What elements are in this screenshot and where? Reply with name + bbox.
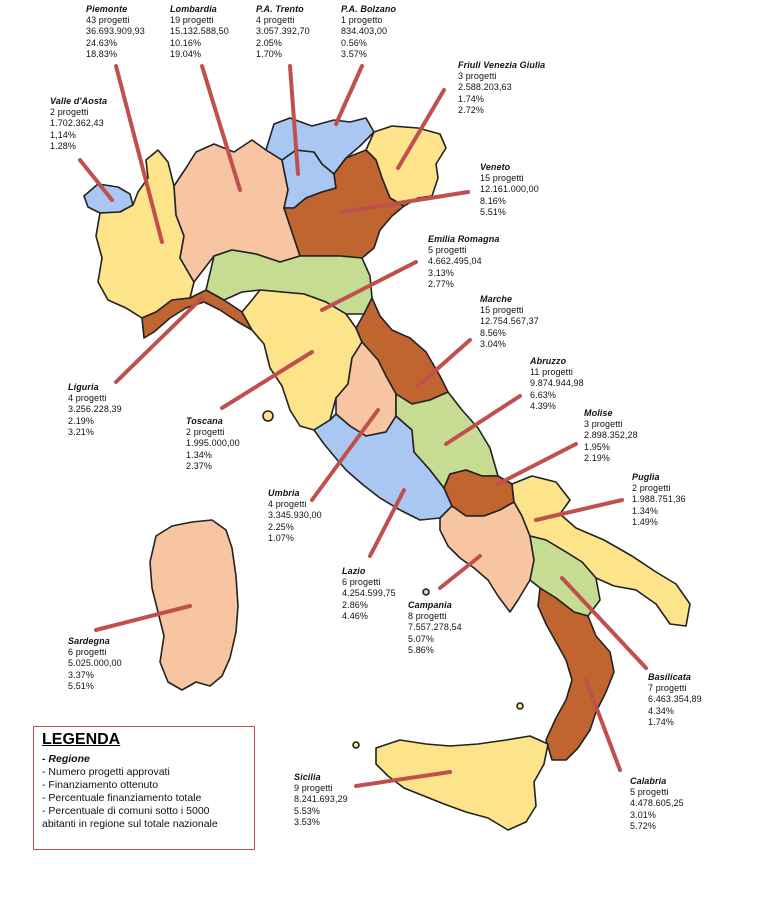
region-name: Lazio xyxy=(342,566,366,576)
region-name: Friuli Venezia Giulia xyxy=(458,60,546,70)
region-pct-towns: 3.57% xyxy=(341,48,368,59)
island-lipari xyxy=(517,703,523,709)
label-umbria xyxy=(268,488,322,544)
label-emilia xyxy=(428,234,499,290)
region-projects: 5 progetti xyxy=(428,245,467,256)
region-pct-funding: 1.34% xyxy=(632,505,659,516)
region-funding: 9.874.944,98 xyxy=(530,378,584,389)
region-funding: 12.161.000,00 xyxy=(480,184,539,195)
region-name: Toscana xyxy=(186,416,223,426)
legend-box xyxy=(33,726,255,850)
region-pct-towns: 1.28% xyxy=(50,140,77,151)
region-funding: 12.754.567,37 xyxy=(480,316,539,327)
label-valle-daosta xyxy=(50,96,107,152)
region-pct-towns: 1.74% xyxy=(648,716,675,727)
region-projects: 4 progetti xyxy=(268,499,307,510)
legend-item-pct-towns-cont: abitanti in regione sul totale nazionale xyxy=(42,818,218,830)
region-pct-towns: 2.77% xyxy=(428,278,455,289)
region-projects: 2 progetti xyxy=(50,107,89,118)
region-projects: 4 progetti xyxy=(256,15,295,26)
label-liguria xyxy=(68,382,122,438)
region-campania xyxy=(440,502,534,612)
region-pct-towns: 1.49% xyxy=(632,516,659,527)
region-pct-funding: 0.56% xyxy=(341,37,368,48)
region-pct-towns: 5.51% xyxy=(68,680,95,691)
region-projects: 8 progetti xyxy=(408,611,447,622)
legend-item-pct-funding: - Percentuale finanziamento totale xyxy=(42,792,202,804)
region-pct-funding: 3.01% xyxy=(630,809,657,820)
region-funding: 4.254.599,75 xyxy=(342,588,396,599)
region-pct-towns: 3.04% xyxy=(480,338,507,349)
region-projects: 19 progetti xyxy=(170,15,214,26)
region-name: Molise xyxy=(584,408,613,418)
region-pct-funding: 8.16% xyxy=(480,195,507,206)
region-funding: 3.057.392,70 xyxy=(256,26,310,37)
label-molise xyxy=(584,408,638,464)
region-funding: 2.588.203,63 xyxy=(458,82,512,93)
legend-item-projects: - Numero progetti approvati xyxy=(42,766,170,778)
region-pct-towns: 5.86% xyxy=(408,644,435,655)
region-projects: 15 progetti xyxy=(480,305,524,316)
region-name: Sardegna xyxy=(68,636,110,646)
label-calabria xyxy=(630,776,684,832)
region-projects: 5 progetti xyxy=(630,787,669,798)
region-funding: 8.241.693,29 xyxy=(294,794,348,805)
region-pct-funding: 5.07% xyxy=(408,633,435,644)
region-name: Sicilia xyxy=(294,772,321,782)
region-funding: 36.693.909,93 xyxy=(86,26,145,37)
label-marche xyxy=(480,294,539,350)
region-projects: 15 progetti xyxy=(480,173,524,184)
region-name: Valle d'Aosta xyxy=(50,96,108,106)
region-pct-funding: 2.86% xyxy=(342,599,369,610)
region-pct-towns: 2.19% xyxy=(584,452,611,463)
region-pct-funding: 4.34% xyxy=(648,705,675,716)
region-pct-towns: 5.72% xyxy=(630,820,657,831)
label-veneto xyxy=(480,162,539,218)
region-pct-towns: 5.51% xyxy=(480,206,507,217)
region-pct-funding: 10.16% xyxy=(170,37,202,48)
region-projects: 4 progetti xyxy=(68,393,107,404)
region-name: P.A. Bolzano xyxy=(341,4,397,14)
region-pct-towns: 3.53% xyxy=(294,816,321,827)
leader-pa-bolzano xyxy=(336,66,362,124)
region-pct-towns: 2.72% xyxy=(458,104,485,115)
label-puglia xyxy=(632,472,686,528)
region-projects: 43 progetti xyxy=(86,15,130,26)
region-funding: 1.702.362,43 xyxy=(50,118,104,129)
region-name: Basilicata xyxy=(648,672,692,682)
region-pct-funding: 2.25% xyxy=(268,521,295,532)
region-pct-funding: 1,14% xyxy=(50,129,77,140)
region-name: Umbria xyxy=(268,488,300,498)
region-name: Piemonte xyxy=(86,4,128,14)
region-pct-funding: 2.19% xyxy=(68,415,95,426)
label-basilicata xyxy=(648,672,702,728)
region-name: P.A. Trento xyxy=(256,4,304,14)
region-pct-funding: 8.56% xyxy=(480,327,507,338)
region-funding: 1.988.751,36 xyxy=(632,494,686,505)
region-pct-towns: 4.46% xyxy=(342,610,369,621)
region-pct-funding: 5.53% xyxy=(294,805,321,816)
region-projects: 6 progetti xyxy=(68,647,107,658)
legend-item-region: - Regione xyxy=(42,753,90,765)
island-ischia xyxy=(423,589,429,595)
region-funding: 3.256.228,39 xyxy=(68,404,122,415)
label-pa-trento xyxy=(256,4,310,60)
region-pct-towns: 1.70% xyxy=(256,48,283,59)
label-sardegna xyxy=(68,636,122,692)
label-toscana xyxy=(186,416,240,472)
region-name: Lombardia xyxy=(170,4,217,14)
region-name: Veneto xyxy=(480,162,511,172)
region-pct-funding: 1.95% xyxy=(584,441,611,452)
region-funding: 5.025.000,00 xyxy=(68,658,122,669)
region-name: Liguria xyxy=(68,382,99,392)
region-name: Campania xyxy=(408,600,452,610)
region-pct-funding: 2.05% xyxy=(256,37,283,48)
region-funding: 4.478.605,25 xyxy=(630,798,684,809)
region-pct-towns: 2.37% xyxy=(186,460,213,471)
region-pct-towns: 3.21% xyxy=(68,426,95,437)
label-abruzzo xyxy=(530,356,584,412)
label-campania xyxy=(408,600,462,656)
region-pct-towns: 18.83% xyxy=(86,48,118,59)
region-projects: 3 progetti xyxy=(584,419,623,430)
region-projects: 2 progetti xyxy=(186,427,225,438)
region-funding: 15.132.588,50 xyxy=(170,26,229,37)
region-name: Puglia xyxy=(632,472,660,482)
label-pa-bolzano xyxy=(341,4,396,60)
region-funding: 834.403,00 xyxy=(341,26,388,37)
region-projects: 7 progetti xyxy=(648,683,687,694)
region-pct-towns: 4.39% xyxy=(530,400,557,411)
label-friuli xyxy=(458,60,545,116)
region-name: Marche xyxy=(480,294,513,304)
label-sicilia xyxy=(294,772,348,828)
region-projects: 2 progetti xyxy=(632,483,671,494)
region-funding: 1.995.000,00 xyxy=(186,438,240,449)
region-pct-towns: 19.04% xyxy=(170,48,202,59)
legend-item-pct-towns: - Percentuale di comuni sotto i 5000 xyxy=(42,805,210,817)
region-pct-funding: 1.74% xyxy=(458,93,485,104)
region-pct-funding: 6.63% xyxy=(530,389,557,400)
region-sicilia xyxy=(376,736,548,830)
label-lombardia xyxy=(170,4,229,60)
region-funding: 2.898.352,28 xyxy=(584,430,638,441)
legend-title: LEGENDA xyxy=(42,731,121,748)
label-piemonte xyxy=(86,4,145,60)
region-pct-towns: 1.07% xyxy=(268,532,295,543)
region-pct-funding: 3.37% xyxy=(68,669,95,680)
legend-item-funding: - Finanziamento ottenuto xyxy=(42,779,159,791)
region-projects: 3 progetti xyxy=(458,71,497,82)
leader-campania xyxy=(440,556,480,588)
region-pct-funding: 1.34% xyxy=(186,449,213,460)
island-elba xyxy=(263,411,273,421)
region-name: Calabria xyxy=(630,776,667,786)
island-pantelleria xyxy=(353,742,359,748)
region-name: Emilia Romagna xyxy=(428,234,500,244)
region-funding: 3.345.930,00 xyxy=(268,510,322,521)
region-funding: 4.662.495,04 xyxy=(428,256,482,267)
region-pct-funding: 24.63% xyxy=(86,37,118,48)
region-name: Abruzzo xyxy=(530,356,567,366)
region-projects: 9 progetti xyxy=(294,783,333,794)
region-projects: 1 progetto xyxy=(341,15,383,26)
region-sardegna xyxy=(150,520,238,690)
region-funding: 6.463.354,89 xyxy=(648,694,702,705)
label-lazio xyxy=(342,566,396,622)
region-projects: 6 progetti xyxy=(342,577,381,588)
region-funding: 7.557.278,54 xyxy=(408,622,462,633)
region-pct-funding: 3.13% xyxy=(428,267,455,278)
region-calabria xyxy=(538,588,614,760)
region-projects: 11 progetti xyxy=(530,367,573,378)
